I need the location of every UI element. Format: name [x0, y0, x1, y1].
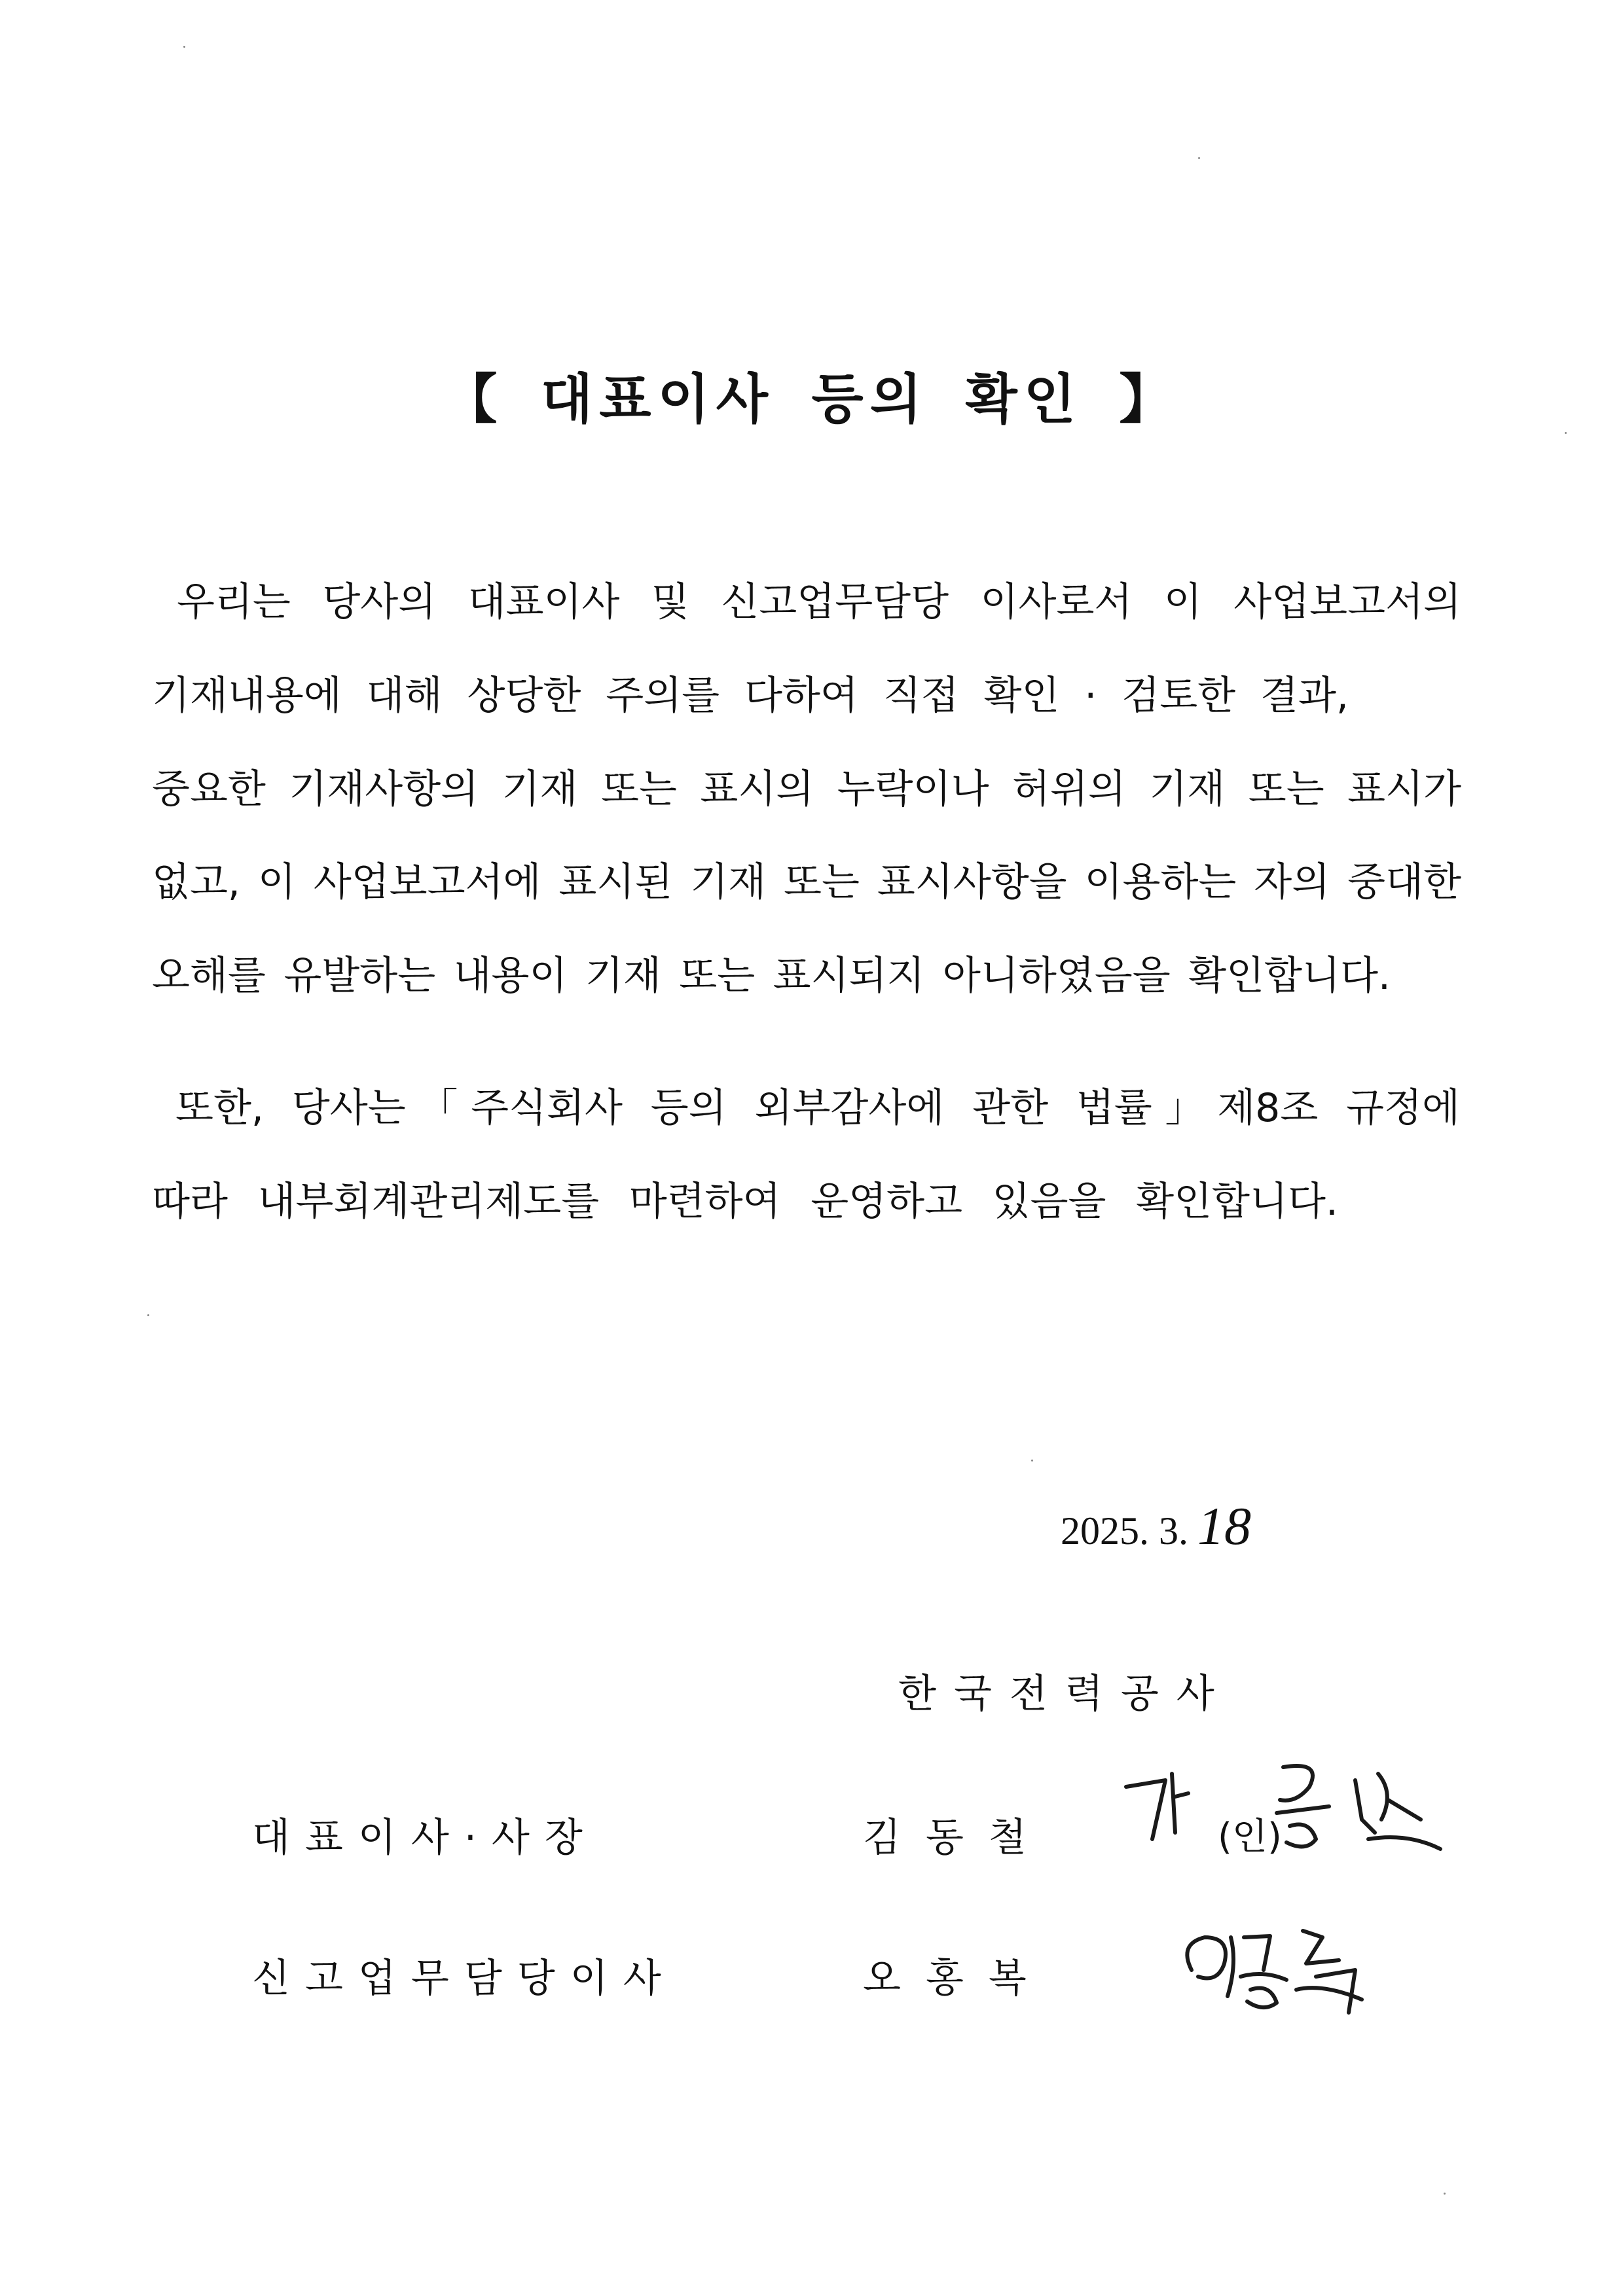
scan-speck	[183, 46, 185, 48]
signatory-1-name: 김동철	[863, 1815, 1051, 1861]
scan-speck	[1031, 1460, 1033, 1462]
signatory-2-name: 오홍복	[863, 1956, 1051, 2001]
paragraph-2-line-1: 또한, 당사는「주식회사 등의 외부감사에 관한 법률」제8조 규정에	[175, 1085, 1460, 1131]
paragraph-1-line-1: 우리는 당사의 대표이사 및 신고업무담당 이사로서 이 사업보고서의	[177, 579, 1461, 625]
scan-speck	[1444, 2193, 1446, 2195]
paragraph-2-line-2: 따라 내부회계관리제도를 마련하여 운영하고 있음을 확인합니다.	[152, 1179, 1338, 1225]
date	[1061, 1496, 1251, 1557]
page-title: 【 대표이사 등의 확인 】	[443, 368, 1180, 431]
date-printed: 2025. 3.	[1061, 1509, 1188, 1552]
paragraph-1-line-4: 없고, 이 사업보고서에 표시된 기재 또는 표시사항을 이용하는 자의 중대한	[152, 859, 1461, 905]
paragraph-1-line-3: 중요한 기재사항의 기재 또는 표시의 누락이나 허위의 기재 또는 표시가	[152, 766, 1461, 812]
date-handwritten-day: 18	[1197, 1496, 1251, 1556]
scan-speck	[147, 1314, 149, 1316]
signatory-1-role: 대표이사·사장	[252, 1815, 598, 1861]
signature-kim	[1113, 1741, 1453, 1872]
signature-oh	[1165, 1898, 1388, 2029]
paragraph-1-line-5: 오해를 유발하는 내용이 기재 또는 표시되지 아니하였음을 확인합니다.	[152, 953, 1391, 999]
paragraph-1-line-2: 기재내용에 대해 상당한 주의를 다하여 직접 확인 · 검토한 결과,	[152, 673, 1349, 719]
scan-speck	[1565, 432, 1567, 434]
scan-speck	[1198, 157, 1200, 159]
signatory-2-role: 신고업무담당이사	[252, 1956, 676, 2001]
signatory-1-seal-mark: (인)	[1218, 1816, 1282, 1858]
company-name: 한국전력공사	[898, 1671, 1232, 1717]
